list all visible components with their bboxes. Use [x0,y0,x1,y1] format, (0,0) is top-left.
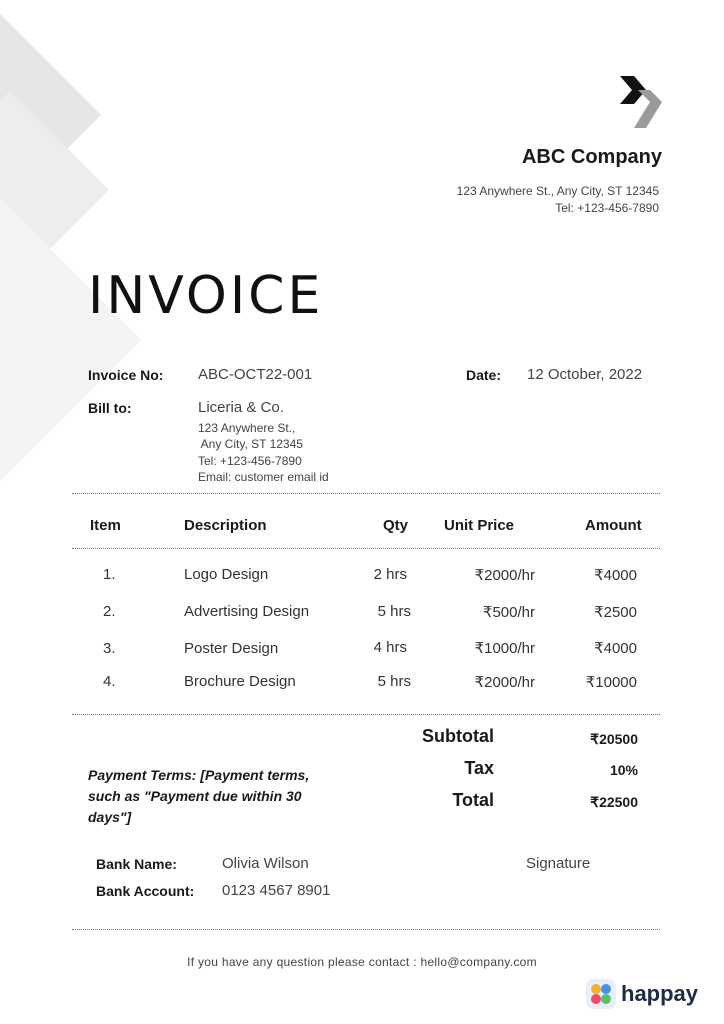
divider [72,548,660,549]
divider [72,714,660,715]
subtotal-label: Subtotal [422,726,494,746]
total-label: Total [452,790,494,810]
bill-to-line: Tel: +123-456-7890 [198,454,302,468]
bill-to-line: Any City, ST 12345 [198,437,303,451]
cell-amount: ₹4000 [594,640,637,657]
table-header-qty: Qty [383,517,409,534]
cell-description: Logo Design [184,566,269,583]
cell-qty: 2 hrs [373,566,407,583]
total-value: ₹22500 [590,794,638,810]
date-value: 12 October, 2022 [527,366,643,383]
bank-account-value: 0123 4567 8901 [222,882,331,899]
subtotal-value: ₹20500 [590,731,638,747]
cell-item: 3. [103,640,116,657]
cell-unit-price: ₹1000/hr [474,640,535,657]
divider [72,493,660,494]
table-header-amount: Amount [585,517,642,534]
cell-item: 1. [103,566,116,583]
company-tel: Tel: +123-456-7890 [555,201,659,215]
decor-diamond-3 [0,199,141,482]
bill-to-label: Bill to: [88,400,132,416]
cell-qty: 4 hrs [373,639,407,656]
company-address: 123 Anywhere St., Any City, ST 12345 [456,184,659,198]
signature: Signature [526,855,591,872]
cell-amount: ₹10000 [585,674,637,691]
cell-unit-price: ₹2000/hr [474,567,535,584]
cell-description: Poster Design [184,640,279,657]
cell-description: Brochure Design [184,673,296,690]
bill-to-line: 123 Anywhere St., [198,421,296,435]
invoice-no-label: Invoice No: [88,367,164,383]
happay-logo [586,979,698,1009]
divider [72,929,660,930]
cell-unit-price: ₹500/hr [482,604,535,621]
cell-amount: ₹4000 [594,567,637,584]
cell-item: 2. [103,603,116,620]
table-header-description: Description [184,517,267,534]
bill-to-line: Email: customer email id [198,470,329,484]
invoice-no-value: ABC-OCT22-001 [198,366,313,383]
payment-terms: Payment Terms: [Payment terms, such as "Payment due within 30 days"] [88,767,310,825]
cell-qty: 5 hrs [377,603,411,620]
date-label: Date: [466,367,502,383]
bank-name-value: Olivia Wilson [222,855,309,872]
bank-account-label: Bank Account: [96,883,195,899]
cell-description: Advertising Design [184,603,310,620]
cell-item: 4. [103,673,116,690]
table-header-item: Item [90,517,121,534]
happay-brand-name: happay [621,981,699,1006]
chevron-logo-icon [620,76,664,130]
invoice-title: INVOICE [88,266,324,326]
tax-value: 10% [609,762,638,778]
company-name: ABC Company [521,146,662,168]
cell-unit-price: ₹2000/hr [474,674,535,691]
happay-logo-icon [586,979,616,1009]
cell-amount: ₹2500 [594,604,637,621]
footer-contact: If you have any question please contact : hello@company.com [187,955,537,969]
table-header-unit-price: Unit Price [444,517,515,534]
cell-qty: 5 hrs [377,673,411,690]
bill-to-name: Liceria & Co. [198,399,284,416]
tax-label: Tax [464,758,494,778]
bank-name-label: Bank Name: [96,856,177,872]
